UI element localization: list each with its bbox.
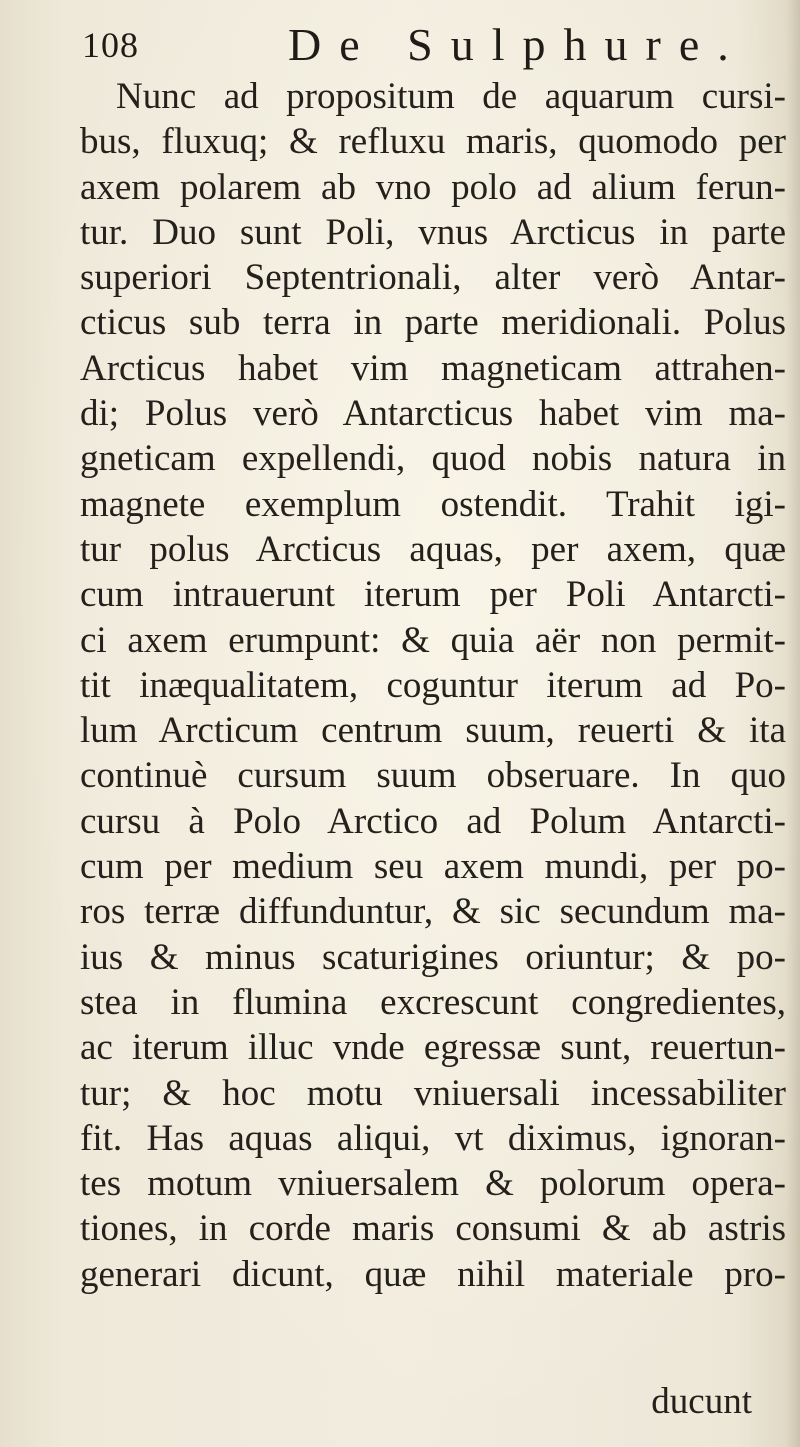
text-line: ac iterum illuc vnde egressæ sunt, reuertun- (80, 1027, 786, 1069)
text-line: tur; & hoc motu vniuersali incessabiliter (80, 1072, 786, 1114)
catchword: ducunt (651, 1381, 752, 1422)
text-line: ius & minus scaturigines oriuntur; & po- (80, 936, 786, 978)
page-header (82, 18, 782, 78)
text-line: tur polus Arcticus aquas, per axem, quæ (80, 528, 786, 570)
text-line: stea in flumina excrescunt congredientes, (80, 981, 786, 1023)
text-line: cum intrauerunt iterum per Poli Antarcti- (80, 574, 786, 616)
text-line: tes motum vniuersalem & polorum opera- (80, 1163, 786, 1205)
text-line: cursu à Polo Arctico ad Polum Antarcti- (80, 800, 786, 842)
text-line: superiori Septentrionali, alter verò Antar- (80, 257, 786, 299)
text-line: magnete exemplum ostendit. Trahit igi- (80, 483, 786, 525)
text-line: cticus sub terra in parte meridionali. Polus (80, 302, 786, 344)
text-line: Arcticus habet vim magneticam attrahen- (80, 347, 786, 389)
text-line: fit. Has aquas aliqui, vt diximus, ignoran- (80, 1117, 786, 1159)
text-line: tit inæqualitatem, coguntur iterum ad Po- (80, 664, 786, 706)
text-line: lum Arcticum centrum suum, reuerti & ita (80, 710, 786, 752)
body-text (80, 74, 786, 1297)
text-line: generari dicunt, quæ nihil materiale pro- (80, 1253, 786, 1295)
text-line: bus, fluxuq; & refluxu maris, quomodo per (80, 121, 786, 163)
text-line: di; Polus verò Antarcticus habet vim ma- (80, 393, 786, 435)
text-line: continuè cursum suum obseruare. In quo (80, 755, 786, 797)
text-line: Nunc ad propositum de aquarum cursi- (116, 76, 786, 117)
page-number: 108 (82, 25, 139, 65)
running-head: De Sulphure. (288, 19, 747, 70)
text-line: gneticam expellendi, quod nobis natura in (80, 438, 786, 480)
text-line: cum per medium seu axem mundi, per po- (80, 846, 786, 888)
text-line: axem polarem ab vno polo ad alium ferun- (80, 166, 786, 208)
text-line: tur. Duo sunt Poli, vnus Arcticus in parte (80, 211, 786, 253)
text-line: tiones, in corde maris consumi & ab astris (80, 1208, 786, 1250)
text-line: ros terræ diffunduntur, & sic secundum ma- (80, 891, 786, 933)
text-line: ci axem erumpunt: & quia aër non permit- (80, 619, 786, 661)
page-edge-shadow (786, 0, 800, 1447)
